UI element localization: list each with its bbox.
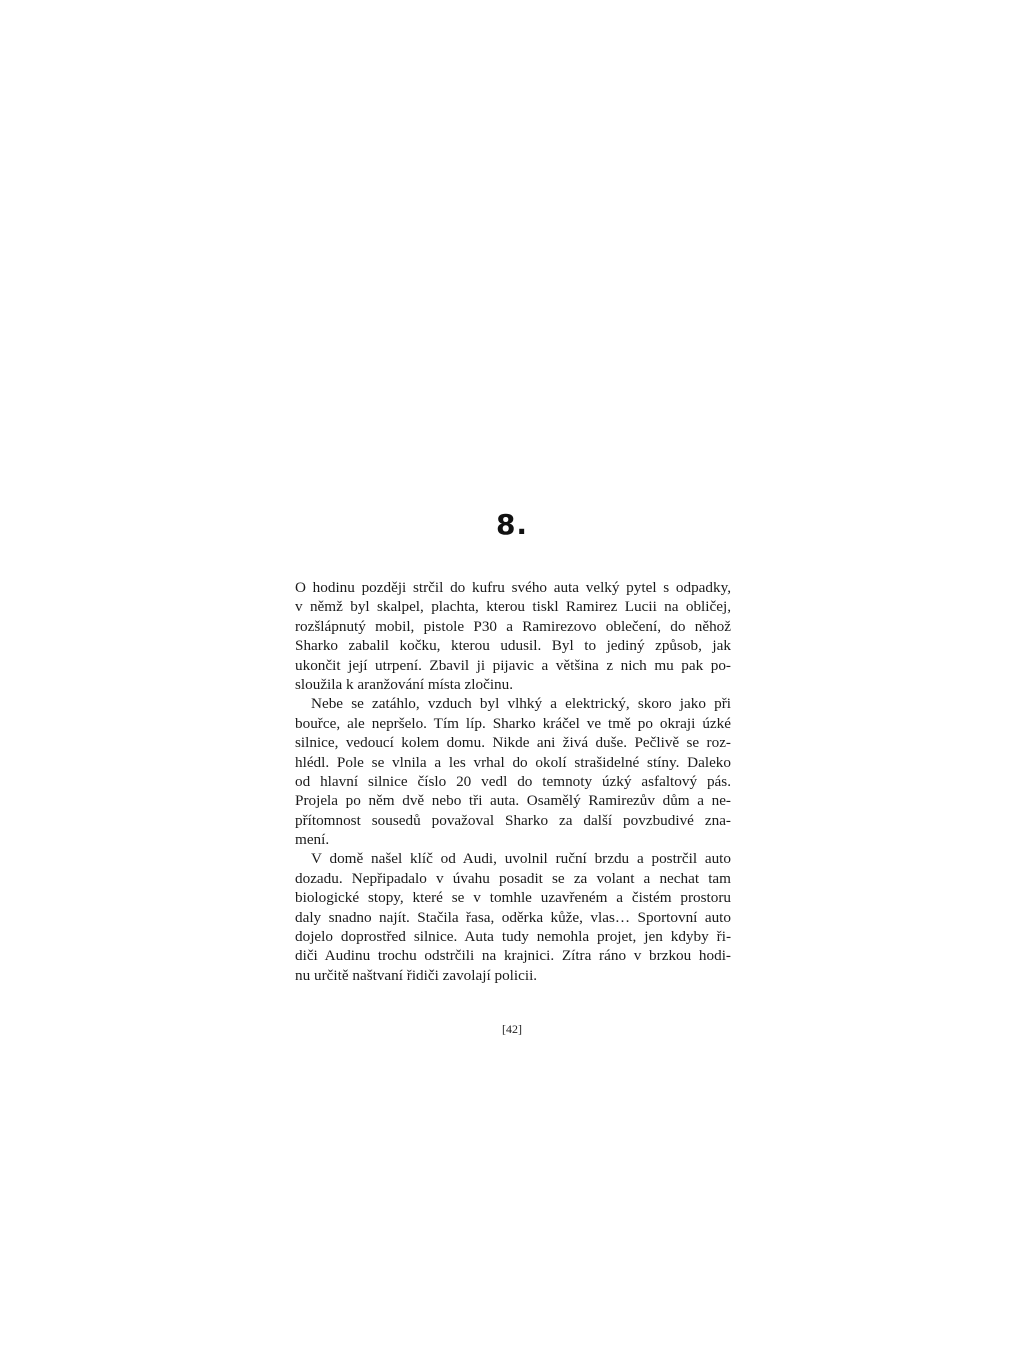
text-line: v němž byl skalpel, plachta, kterou tiskl Ramirez Lucii na obličej,	[295, 598, 731, 616]
text-line: nu určitě naštvaní řidiči zavolají policii.	[295, 966, 538, 984]
chapter-number: 8.	[495, 508, 529, 541]
text-line: V domě našel klíč od Audi, uvolnil ruční brzdu a postrčil auto	[311, 850, 731, 868]
text-line: O hodinu později strčil do kufru svého auta velký pytel s odpadky,	[295, 579, 731, 596]
text-line: Nebe se zatáhlo, vzduch byl vlhký a elektrický, skoro jako při	[311, 695, 731, 713]
text-line: sloužila k aranžování místa zločinu.	[295, 675, 514, 693]
page-number: [42]	[502, 1022, 522, 1036]
text-line: diči Audinu trochu odstrčili na krajnici. Zítra ráno v brzkou hodi-	[295, 947, 731, 965]
text-line: dojelo doprostřed silnice. Auta tudy nemohla projet, jen kdyby ři-	[295, 928, 731, 946]
text-line: mení.	[295, 831, 330, 849]
text-line: přítomnost sousedů považoval Sharko za další povzbudivé zna-	[295, 811, 731, 829]
text-line: dozadu. Nepřipadalo v úvahu posadit se za volant a nechat tam	[295, 869, 731, 887]
text-line: Sharko zabalil kočku, kterou udusil. Byl to jediný způsob, jak	[295, 637, 731, 655]
text-line: daly snadno najít. Stačila řasa, oděrka kůže, vlas… Sportovní auto	[295, 908, 731, 926]
text-line: bouřce, ale nepršelo. Tím líp. Sharko kráčel ve tmě po okraji úzké	[295, 714, 731, 732]
text-line: Projela po něm dvě nebo tři auta. Osamělý Ramirezův dům a ne-	[295, 792, 731, 810]
body-text	[295, 578, 731, 985]
text-line: hlédl. Pole se vlnila a les vrhal do okolí strašidelné stíny. Daleko	[295, 753, 731, 771]
text-line: biologické stopy, které se v tomhle uzavřeném a čistém prostoru	[295, 889, 731, 907]
text-line: silnice, vedoucí kolem domu. Nikde ani živá duše. Pečlivě se roz-	[295, 734, 731, 752]
text-line: ukončit její utrpení. Zbavil ji pijavic a většina z nich mu pak po-	[295, 656, 731, 674]
text-line: rozšlápnutý mobil, pistole P30 a Ramirezovo oblečení, do něhož	[295, 617, 731, 635]
text-line: od hlavní silnice číslo 20 vedl do temnoty úzký asfaltový pás.	[295, 772, 731, 790]
